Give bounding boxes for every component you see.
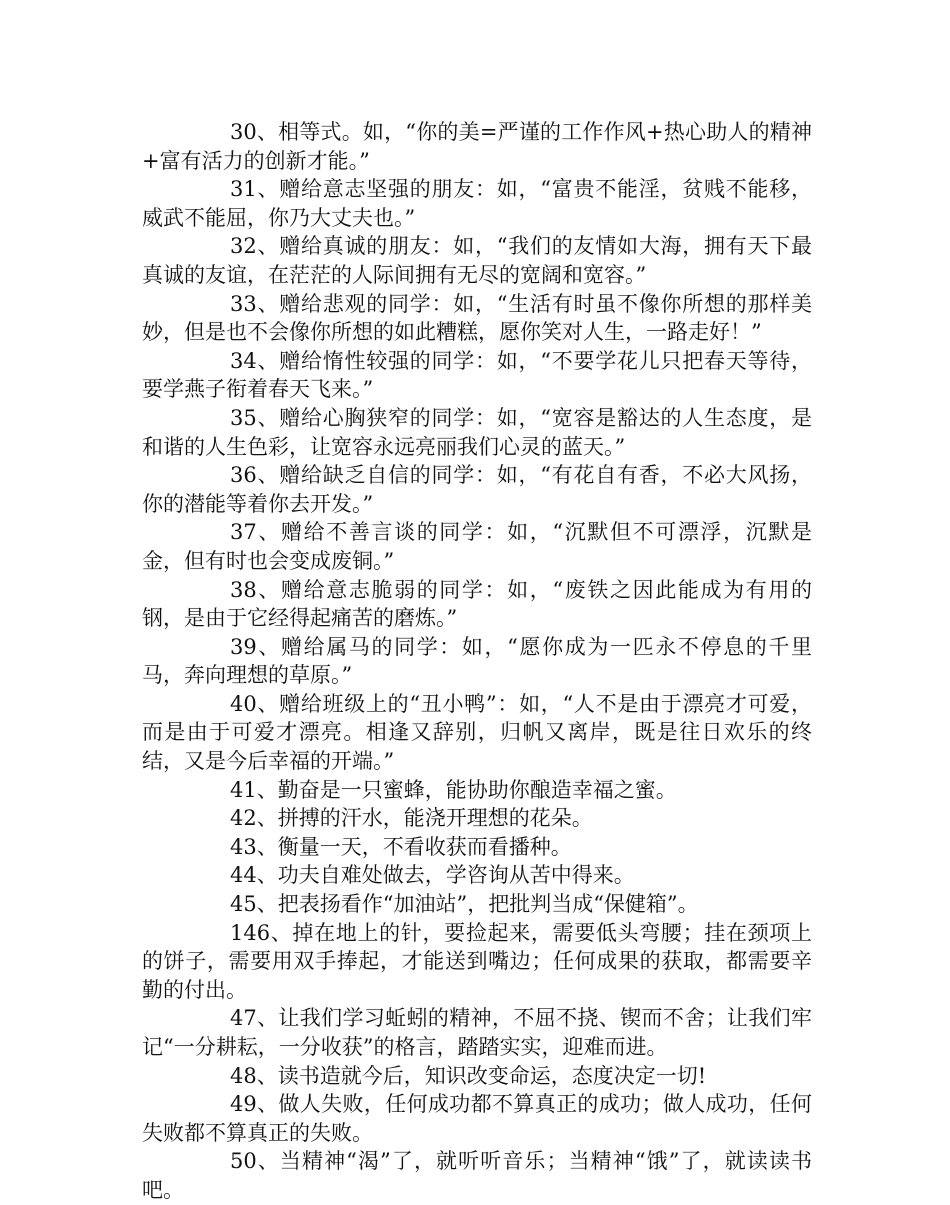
paragraph-43: 43、衡量一天，不看收获而看播种。 [230,834,572,859]
paragraph-39: 39、赠给属马的同学：如，“愿你成为一匹永不停息的千里马，奔向理想的草原。” [142,634,812,688]
paragraph-33: 33、赠给悲观的同学：如，“生活有时虽不像你所想的那样美妙，但是也不会像你所想的如此糟糕，愿你笑对人生，一路走好！” [142,291,812,345]
paragraph-41: 41、勤奋是一只蜜蜂，能协助你酿造幸福之蜜。 [230,777,677,802]
paragraph-50: 50、当精神“渴”了，就听听音乐；当精神“饿”了，就读读书吧。 [142,1149,812,1202]
paragraph-30: 30、相等式。如，“你的美=严谨的工作作风+热心助人的精神+富有活力的创新才能。” [142,120,812,173]
paragraph-31: 31、赠给意志坚强的朋友：如，“富贵不能淫，贫贱不能移，威武不能屈，你乃大丈夫也。” [142,177,812,230]
paragraph-146: 146、掉在地上的针，要捡起来，需要低头弯腰；挂在颈项上的饼子，需要用双手捧起，才能送到嘴边；任何成果的获取，都需要辛勤的付出。 [142,920,812,1002]
paragraph-32: 32、赠给真诚的朋友：如，“我们的友情如大海，拥有天下最真诚的友谊，在茫茫的人际间拥有无尽的宽阔和宽容。” [142,234,812,287]
paragraph-44: 44、功夫自难处做去，学咨询从苦中得来。 [230,863,635,888]
paragraph-48: 48、读书造就今后，知识改变命运，态度决定一切! [230,1063,707,1088]
paragraph-37: 37、赠给不善言谈的同学：如，“沉默但不可漂浮，沉默是金，但有时也会变成废铜。” [142,520,812,573]
paragraph-45: 45、把表扬看作“加油站”，把批判当成“保健箱”。 [230,892,699,917]
paragraph-36: 36、赠给缺乏自信的同学：如，“有花自有香，不必大风扬，你的潜能等着你去开发。” [142,463,812,516]
paragraph-34: 34、赠给惰性较强的同学：如，“不要学花儿只把春天等待，要学燕子衔着春天飞来。” [142,348,812,402]
paragraph-35: 35、赠给心胸狭窄的同学：如，“宽容是豁达的人生态度，是和谐的人生色彩，让宽容永远亮丽我们心灵的蓝天。” [142,405,812,459]
paragraph-49: 49、做人失败，任何成功都不算真正的成功；做人成功，任何失败都不算真正的失败。 [142,1092,812,1145]
document-page [142,118,812,1205]
paragraph-38: 38、赠给意志脆弱的同学：如，“废铁之因此能成为有用的钢，是由于它经得起痛苦的磨炼。” [142,577,812,631]
paragraph-47: 47、让我们学习蚯蚓的精神，不屈不挠、锲而不舍；让我们牢记“一分耕耘，一分收获”的格言，踏踏实实，迎难而进。 [142,1006,812,1059]
paragraph-42: 42、拼搏的汗水，能浇开理想的花朵。 [230,806,593,831]
paragraph-40: 40、赠给班级上的“丑小鸭”：如，“人不是由于漂亮才可爱，而是由于可爱才漂亮。相逢又辞别，归帆又离岸，既是往日欢乐的终结，又是今后幸福的开端。” [142,691,812,774]
